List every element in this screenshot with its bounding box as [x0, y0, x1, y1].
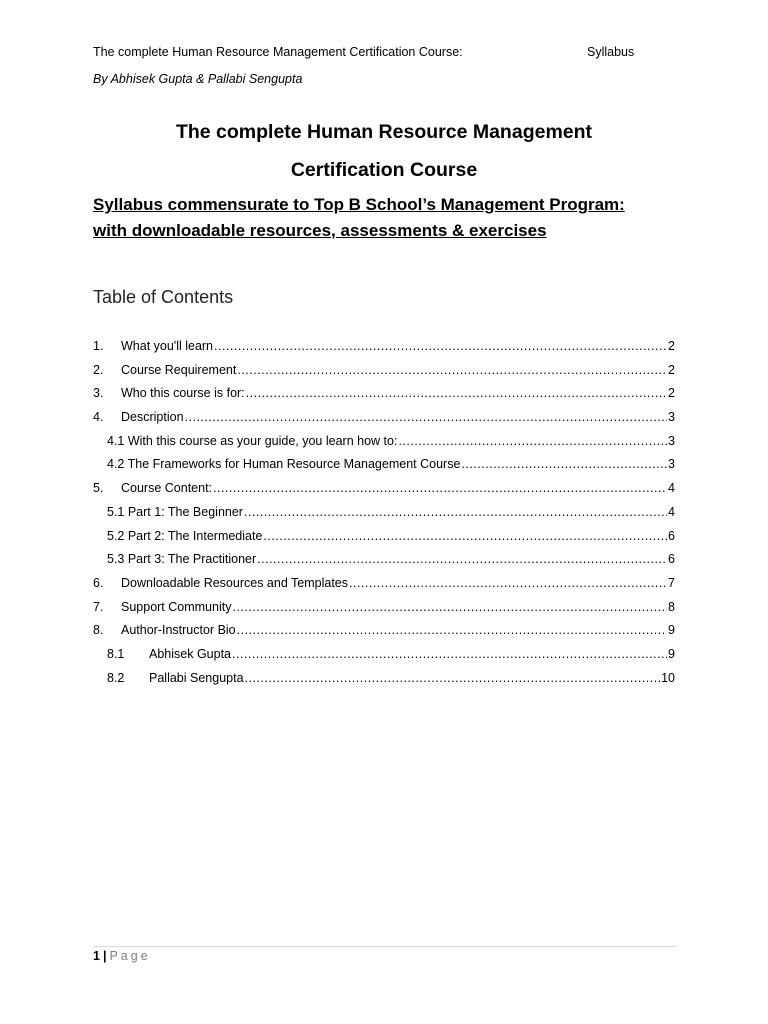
toc-dot-leader — [349, 573, 667, 593]
toc-entry-label: 5.3 Part 3: The Practitioner — [107, 552, 257, 567]
toc-entry-page: 3 — [668, 457, 675, 472]
toc-entry-course-requirement[interactable] — [93, 360, 675, 384]
toc-entry-description[interactable] — [93, 407, 675, 431]
document-title-line-1: The complete Human Resource Management — [175, 121, 593, 143]
toc-entry-number: 4. — [93, 410, 104, 425]
toc-dot-leader — [232, 597, 667, 617]
document-subtitle — [93, 192, 693, 244]
toc-entry-downloadable-resources[interactable] — [93, 573, 675, 597]
toc-entry-label: Course Requirement — [121, 362, 237, 377]
toc-entry-label: Who this course is for: — [121, 386, 245, 401]
toc-heading: Table of Contents — [93, 287, 234, 307]
toc-dot-leader — [237, 360, 667, 380]
toc-entry-page: 9 — [668, 623, 675, 638]
toc-entry-number: 7. — [93, 599, 104, 614]
table-of-contents — [93, 336, 675, 691]
toc-entry-5-1-beginner[interactable] — [93, 502, 675, 526]
document-subtitle-line-1: Syllabus commensurate to Top B School’s Management Program: — [93, 195, 625, 214]
toc-entry-page: 2 — [668, 362, 675, 377]
toc-entry-label: Author-Instructor Bio — [121, 623, 236, 638]
toc-entry-number: 8.2 — [107, 670, 125, 685]
toc-entry-page: 4 — [668, 504, 675, 519]
toc-dot-leader — [185, 407, 668, 427]
toc-entry-label: 5.2 Part 2: The Intermediate — [107, 528, 263, 543]
toc-entry-number: 1. — [93, 339, 104, 353]
toc-entry-label: Support Community — [121, 599, 232, 614]
toc-dot-leader — [461, 454, 667, 474]
toc-entry-page: 6 — [668, 528, 675, 543]
toc-entry-label: What you'll learn — [121, 339, 214, 353]
footer-divider — [93, 946, 677, 947]
toc-entry-what-youll-learn[interactable] — [93, 336, 675, 360]
footer-page-word: Page — [109, 949, 151, 963]
toc-entry-4-1-guide[interactable] — [93, 431, 675, 455]
toc-entry-label: 5.1 Part 1: The Beginner — [107, 504, 243, 519]
toc-entry-label: 4.1 With this course as your guide, you learn how to: — [107, 433, 398, 448]
toc-entry-number: 6. — [93, 575, 104, 590]
toc-entry-number: 2. — [93, 362, 104, 377]
toc-entry-5-2-intermediate[interactable] — [93, 526, 675, 550]
toc-entry-label: 4.2 The Frameworks for Human Resource Management Course — [107, 457, 461, 472]
toc-entry-page: 4 — [668, 481, 675, 496]
toc-dot-leader — [214, 336, 667, 356]
document-subtitle-line-2: with downloadable resources, assessments & exercises — [93, 221, 547, 240]
toc-entry-page: 9 — [668, 646, 675, 661]
document-title-line-2: Certification Course — [290, 159, 478, 181]
toc-entry-number: 8. — [93, 623, 104, 638]
document-title — [0, 113, 768, 189]
toc-dot-leader — [257, 549, 667, 569]
footer-page-number: 1 — [93, 949, 100, 963]
page-footer — [93, 948, 151, 964]
toc-dot-leader — [213, 478, 667, 498]
toc-entry-label: Downloadable Resources and Templates — [121, 575, 348, 590]
toc-entry-number: 5. — [93, 481, 104, 496]
toc-entry-4-2-frameworks[interactable] — [93, 454, 675, 478]
toc-entry-label: Course Content: — [121, 481, 213, 496]
toc-entry-8-1-abhisek-gupta[interactable] — [93, 644, 675, 668]
toc-entry-number: 8.1 — [107, 646, 125, 661]
toc-entry-page: 2 — [668, 386, 675, 401]
toc-dot-leader — [244, 502, 667, 522]
running-header-title: The complete Human Resource Management Certification Course: — [93, 45, 463, 59]
author-line: By Abhisek Gupta & Pallabi Sengupta — [93, 72, 303, 86]
toc-entry-page: 3 — [668, 410, 675, 425]
toc-dot-leader — [245, 668, 661, 688]
toc-dot-leader — [246, 383, 667, 403]
toc-entry-5-3-practitioner[interactable] — [93, 549, 675, 573]
toc-entry-number: 3. — [93, 386, 104, 401]
toc-dot-leader — [263, 526, 667, 546]
toc-entry-page: 10 — [661, 670, 675, 685]
toc-dot-leader — [398, 431, 667, 451]
toc-dot-leader — [237, 620, 667, 640]
toc-entry-support-community[interactable] — [93, 597, 675, 621]
toc-entry-page: 7 — [668, 575, 675, 590]
toc-entry-author-instructor-bio[interactable] — [93, 620, 675, 644]
toc-entry-course-content[interactable] — [93, 478, 675, 502]
running-header — [93, 44, 638, 60]
toc-entry-page: 8 — [668, 599, 675, 614]
toc-entry-8-2-pallabi-sengupta[interactable] — [93, 668, 675, 692]
toc-entry-label: Description — [121, 410, 184, 425]
toc-dot-leader — [232, 644, 667, 664]
toc-entry-page: 2 — [668, 339, 675, 353]
toc-entry-page: 3 — [668, 433, 675, 448]
toc-entry-label: Pallabi Sengupta — [149, 670, 244, 685]
toc-entry-who-this-course-is-for[interactable] — [93, 383, 675, 407]
footer-separator: | — [102, 949, 107, 963]
toc-entry-label: Abhisek Gupta — [149, 646, 231, 661]
toc-entry-page: 6 — [668, 552, 675, 567]
running-header-section: Syllabus — [587, 45, 635, 59]
